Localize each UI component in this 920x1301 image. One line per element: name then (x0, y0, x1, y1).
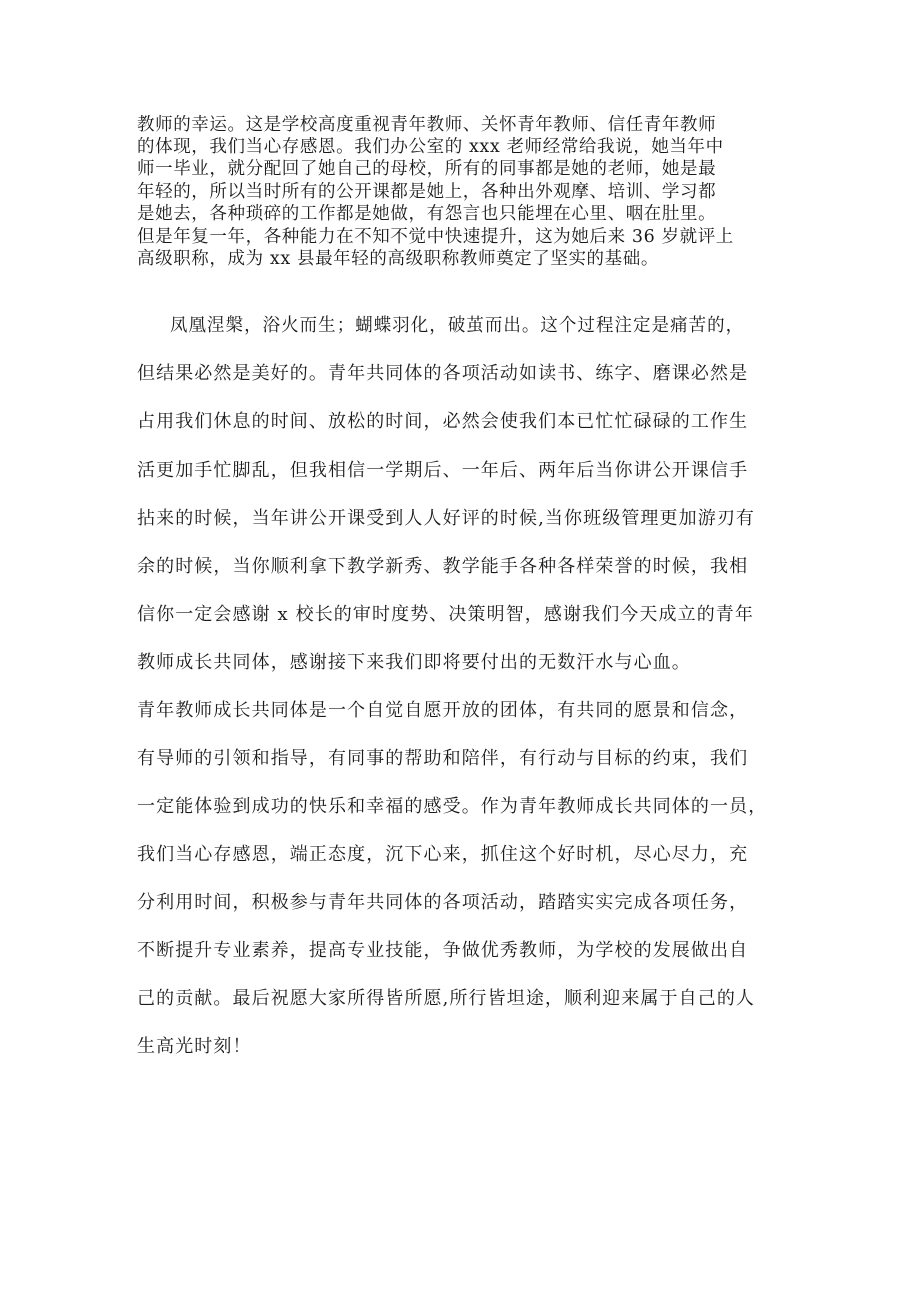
text-line: 年轻的，所以当时所有的公开课都是她上，各种出外观摩、培训、学习都 (137, 182, 717, 202)
text-line: 的体现，我们当心存感恩。我们办公室的 xxx 老师经常给我说，她当年中 (137, 137, 724, 157)
text-line: 信你一定会感谢 x 校长的审时度势、决策明智，感谢我们今天成立的青年 (137, 604, 754, 625)
text-line: 一定能体验到成功的快乐和幸福的感受。作为青年教师成长共同体的一员， (137, 796, 768, 817)
text-line: 不断提升专业素养，提高专业技能，争做优秀教师，为学校的发展做出自 (137, 940, 749, 961)
text-line: 活更加手忙脚乱，但我相信一学期后、一年后、两年后当你讲公开课信手 (137, 460, 749, 481)
text-line: 有导师的引领和指导，有同事的帮助和陪伴，有行动与目标的约束，我们 (137, 748, 749, 769)
text-line: 是她去，各种琐碎的工作都是她做，有怨言也只能埋在心里、咽在肚里。 (137, 204, 717, 224)
text-line: 余的时候，当你顺利拿下教学新秀、教学能手各种各样荣誉的时候，我相 (137, 556, 749, 577)
text-line: 我们当心存感恩，端正态度，沉下心来，抓住这个好时机，尽心尽力，充 (137, 844, 749, 865)
text-line: 己的贡献。最后祝愿大家所得皆所愿,所行皆坦途，顺利迎来属于自己的人 (137, 988, 756, 1009)
text-line: 青年教师成长共同体是一个自觉自愿开放的团体，有共同的愿景和信念， (137, 700, 749, 721)
text-line: 凤凰涅槃，浴火而生；蝴蝶羽化，破茧而出。这个过程注定是痛苦的， (170, 315, 745, 336)
text-line: 占用我们休息的时间、放松的时间，必然会使我们本已忙忙碌碌的工作生 (137, 411, 749, 432)
text-line: 教师的幸运。这是学校高度重视青年教师、关怀青年教师、信任青年教师 (137, 115, 717, 135)
text-line: 教师成长共同体，感谢接下来我们即将要付出的无数汗水与心血。 (137, 652, 691, 673)
text-line: 但是年复一年，各种能力在不知不觉中快速提升，这为她后来 36 岁就评上 (137, 227, 734, 247)
text-line: 师一毕业，就分配回了她自己的母校，所有的同事都是她的老师，她是最 (137, 159, 717, 179)
text-line: 生高光时刻！ (137, 1036, 252, 1057)
text-line: 分利用时间，积极参与青年共同体的各项活动，踏踏实实完成各项任务， (137, 892, 749, 913)
text-line: 拈来的时候，当年讲公开课受到人人好评的时候,当你班级管理更加游刃有 (137, 508, 756, 529)
text-line: 高级职称，成为 xx 县最年轻的高级职称教师奠定了坚实的基础。 (137, 249, 659, 269)
text-line: 但结果必然是美好的。青年共同体的各项活动如读书、练字、磨课必然是 (137, 363, 749, 384)
